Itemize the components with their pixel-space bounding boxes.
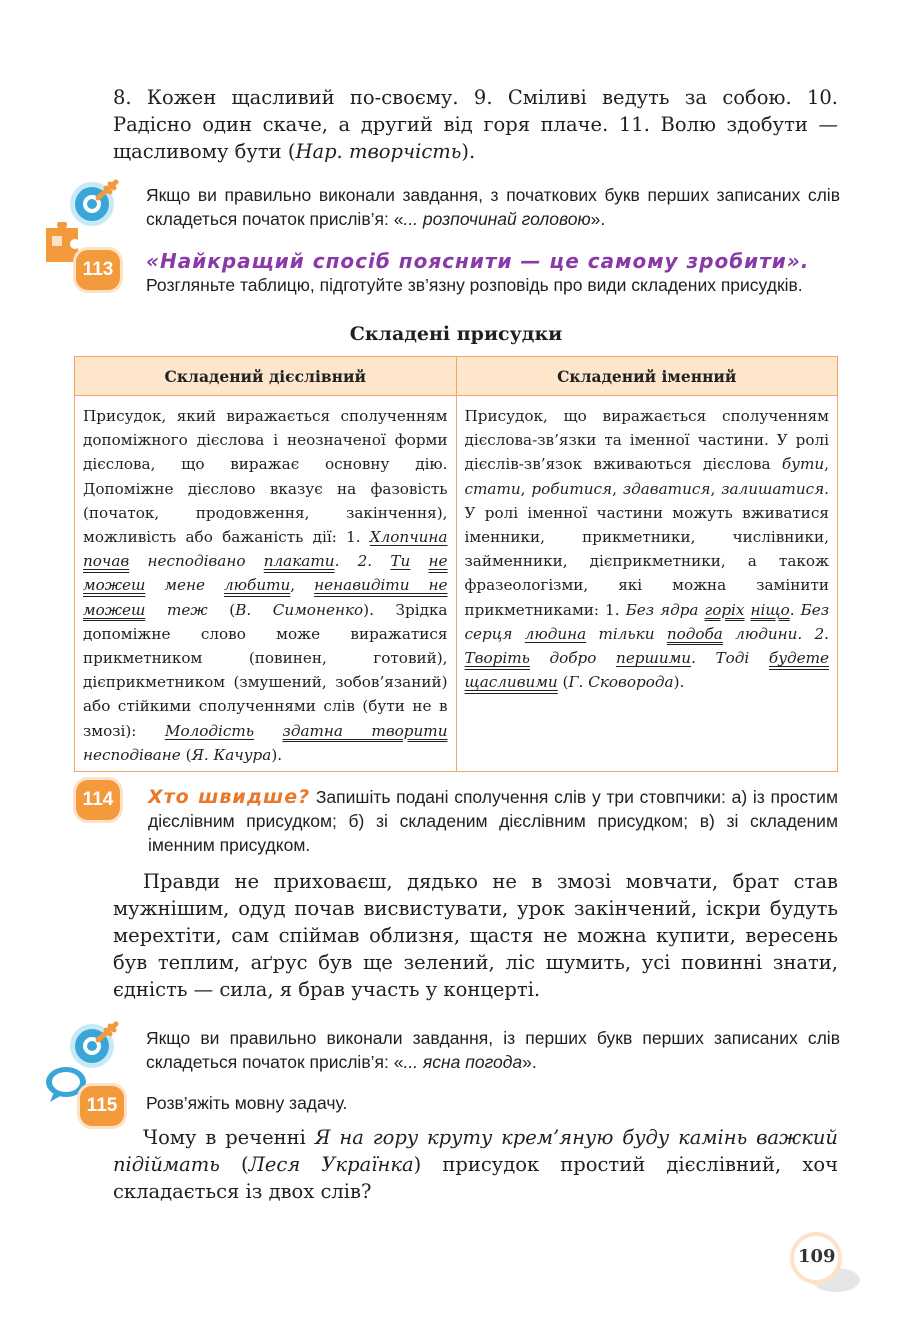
table-header-nominal: Складений іменний: [456, 357, 838, 396]
table-cell-nominal: Присудок, що виражається сполученням дієслова-зв’язки та іменної частини. У ролі дієслів-зв’язок вживаються дієслова бути, стати, робитися, здаватися, залишатися. У ролі іменної частини можуть вживатися іменники, прикметники, числівники, займенники, дієприкметники, а також фразеологізми, які можна замінити прикметниками: 1. Без ядра горіх ніщо. Без серця людина тільки подоба людини. 2. Творіть добро першими. Тоді будете щасливими (Г. Сковорода).: [456, 396, 838, 772]
table-title: Складені присудки: [349, 323, 563, 345]
table-header-verbal: Складений дієслівний: [75, 357, 457, 396]
exercise-115-task: Розв’яжіть мовну задачу.: [146, 1093, 348, 1113]
exercise-114-task: Хто швидше? Запишіть подані сполучення слів у три стовпчики: а) із простим дієслівним присудком; б) зі складеним дієслівним присудком; в) зі складеним іменним присудком.: [148, 786, 838, 855]
exercise-113-motto: «Найкращий спосіб пояснити — це самому зробити».: [146, 249, 810, 273]
table-cell-verbal: Присудок, який виражається сполученням допоміжного дієслова і неозначеної форми дієслова, що виражає основну дію. Допоміжне дієслово вказує на фазовість (початок, продовження, закінчення), можливість або бажаність дії: 1. Хлопчина почав несподівано плакати. 2. Ти не можеш мене любити, ненавидіти не можеш теж (В. Симоненко). Зрідка допоміжне слово може виражатися прикметником (повинен, готовий), дієприкметником (змушений, зобов’язаний) або стійкими сполученнями слів (бути не в змозі): Молодість здатна творити несподіване (Я. Качура).: [75, 396, 457, 772]
tip-1: Якщо ви правильно виконали завдання, з початкових букв перших записаних слів складеться початок прислів’я: «... розпочинай головою».: [146, 185, 840, 229]
page-number: 109: [798, 1246, 836, 1267]
exercise-114-badge: 114: [76, 780, 120, 820]
exercise-113-task: Розгляньте таблицю, підготуйте зв’язну розповідь про види складених присудків.: [146, 275, 803, 295]
exercise-114-passage: Правди не приховаєш, дядько не в змозі мовчати, брат став мужнішим, одуд почав висвистувати, урок закінчений, іскри будуть мерехтіти, сам спіймав облизня, щастя не можна купити, вересень був теплим, аґрус був ще зелений, ліс шумить, усі повинні знати, єдність — сила, я брав участь у концерті.: [113, 870, 838, 1001]
predicates-table: [74, 356, 838, 772]
exercise-113-badge: 113: [76, 250, 120, 290]
tip-2: Якщо ви правильно виконали завдання, із перших букв перших записаних слів складеться початок прислів’я: «... ясна погода».: [146, 1028, 840, 1072]
exercise-115-badge: 115: [80, 1086, 124, 1126]
intro-paragraph: 8. Кожен щасливий по-своєму. 9. Сміливі ведуть за собою. 10. Радісно один скаче, а другий від горя плаче. 11. Волю здобути — щасливому бути (Нар. творчість).: [113, 86, 838, 163]
exercise-115-question: Чому в реченні Я на гору круту крем’яную буду камінь важкий підіймать (Леся Українка) присудок простий дієслівний, хоч складається із двох слів?: [113, 1126, 838, 1203]
